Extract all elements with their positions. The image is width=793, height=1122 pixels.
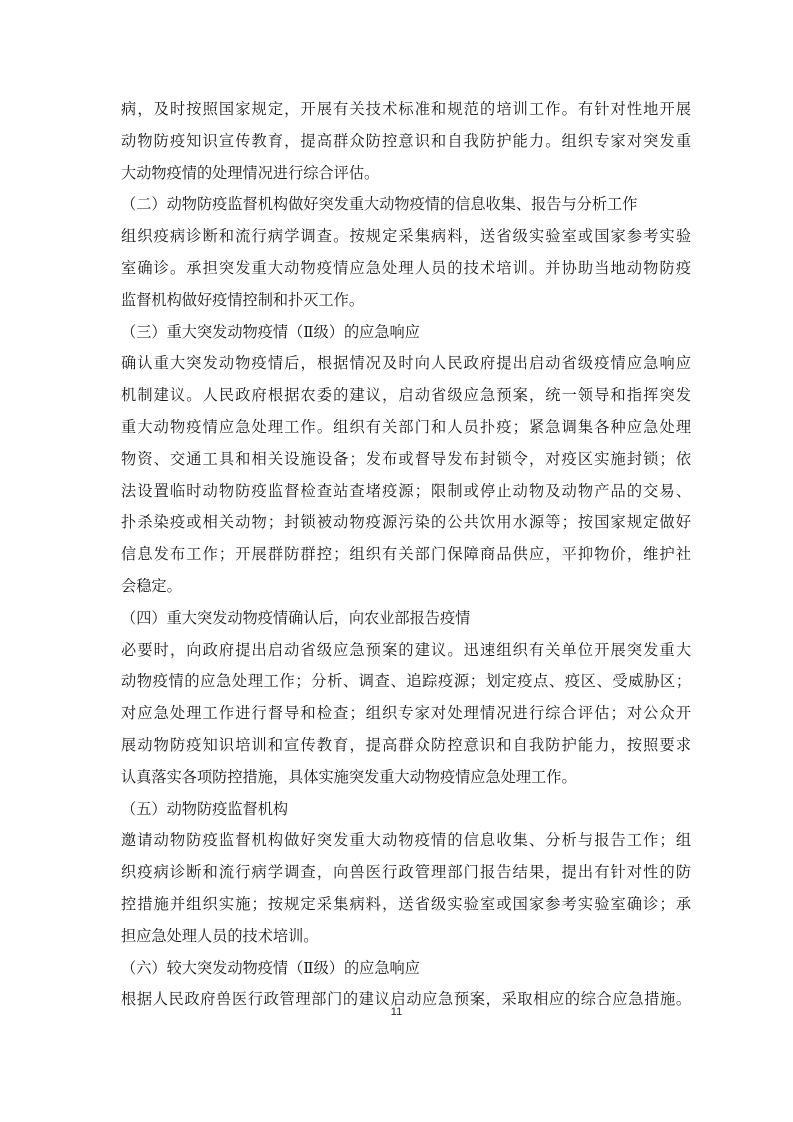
text-line: 监督机构做好疫情控制和扑灭工作。 bbox=[121, 290, 364, 309]
text-line: 认真落实各项防控措施，具体实施突发重大动物疫情应急处理工作。 bbox=[121, 767, 577, 786]
text-line: 对应急处理工作进行督导和检查；组织专家对处理情况进行综合评估；对公众开 bbox=[121, 704, 691, 723]
text-line: 控措施并组织实施；按规定采集病料，送省级实验室或国家参考实验室确诊；承 bbox=[121, 894, 691, 913]
text-line: 信息发布工作；开展群防群控；组织有关部门保障商品供应，平抑物价，维护社 bbox=[121, 545, 691, 564]
page-number: 11 bbox=[390, 1006, 403, 1018]
text-line: 大动物疫情的处理情况进行综合评估。 bbox=[121, 163, 380, 182]
text-line: 邀请动物防疫监督机构做好突发重大动物疫情的信息收集、分析与报告工作；组 bbox=[121, 831, 691, 850]
text-line: （二）动物防疫监督机构做好突发重大动物疫情的信息收集、报告与分析工作 bbox=[121, 195, 638, 214]
text-line: （五）动物防疫监督机构 bbox=[121, 799, 289, 818]
text-line: （六）较大突发动物疫情（Ⅱ级）的应急响应 bbox=[121, 958, 420, 977]
text-line: （四）重大突发动物疫情确认后，向农业部报告疫情 bbox=[121, 608, 471, 627]
text-line: 动物防疫知识宣传教育，提高群众防控意识和自我防护能力。组织专家对突发重 bbox=[121, 131, 691, 150]
text-line: 机制建议。人民政府根据农委的建议，启动省级应急预案，统一领导和指挥突发 bbox=[121, 386, 691, 405]
text-line: 扑杀染疫或相关动物；封锁被动物疫源污染的公共饮用水源等；按国家规定做好 bbox=[121, 513, 691, 532]
text-line: 必要时，向政府提出启动省级应急预案的建议。迅速组织有关单位开展突发重大 bbox=[121, 640, 691, 659]
text-line: 确认重大突发动物疫情后，根据情况及时向人民政府提出启动省级疫情应急响应 bbox=[121, 354, 691, 373]
text-line: 担应急处理人员的技术培训。 bbox=[121, 926, 319, 945]
text-line: （三）重大突发动物疫情（Ⅱ级）的应急响应 bbox=[121, 322, 420, 341]
text-line: 根据人民政府兽医行政管理部门的建议启动应急预案，采取相应的综合应急措施。 bbox=[121, 990, 691, 1009]
text-line: 会稳定。 bbox=[121, 576, 182, 595]
body-text bbox=[121, 94, 691, 1016]
text-line: 组织疫病诊断和流行病学调查。按规定采集病料，送省级实验室或国家参考实验 bbox=[121, 227, 691, 246]
text-line: 病，及时按照国家规定，开展有关技术标准和规范的培训工作。有针对性地开展 bbox=[121, 100, 691, 118]
text-line: 室确诊。承担突发重大动物疫情应急处理人员的技术培训。并协助当地动物防疫 bbox=[121, 258, 691, 277]
text-line: 织疫病诊断和流行病学调查，向兽医行政管理部门报告结果，提出有针对性的防 bbox=[121, 863, 691, 882]
text-line: 展动物防疫知识培训和宣传教育，提高群众防控意识和自我防护能力，按照要求 bbox=[121, 735, 691, 754]
text-line: 动物疫情的应急处理工作；分析、调查、追踪疫源；划定疫点、疫区、受威胁区； bbox=[121, 672, 691, 691]
text-line: 物资、交通工具和相关设施设备；发布或督导发布封锁令，对疫区实施封锁；依 bbox=[121, 449, 691, 468]
text-line: 法设置临时动物防疫监督检查站查堵疫源；限制或停止动物及动物产品的交易、 bbox=[121, 481, 691, 500]
text-line: 重大动物疫情应急处理工作。组织有关部门和人员扑疫；紧急调集各种应急处理 bbox=[121, 417, 691, 436]
